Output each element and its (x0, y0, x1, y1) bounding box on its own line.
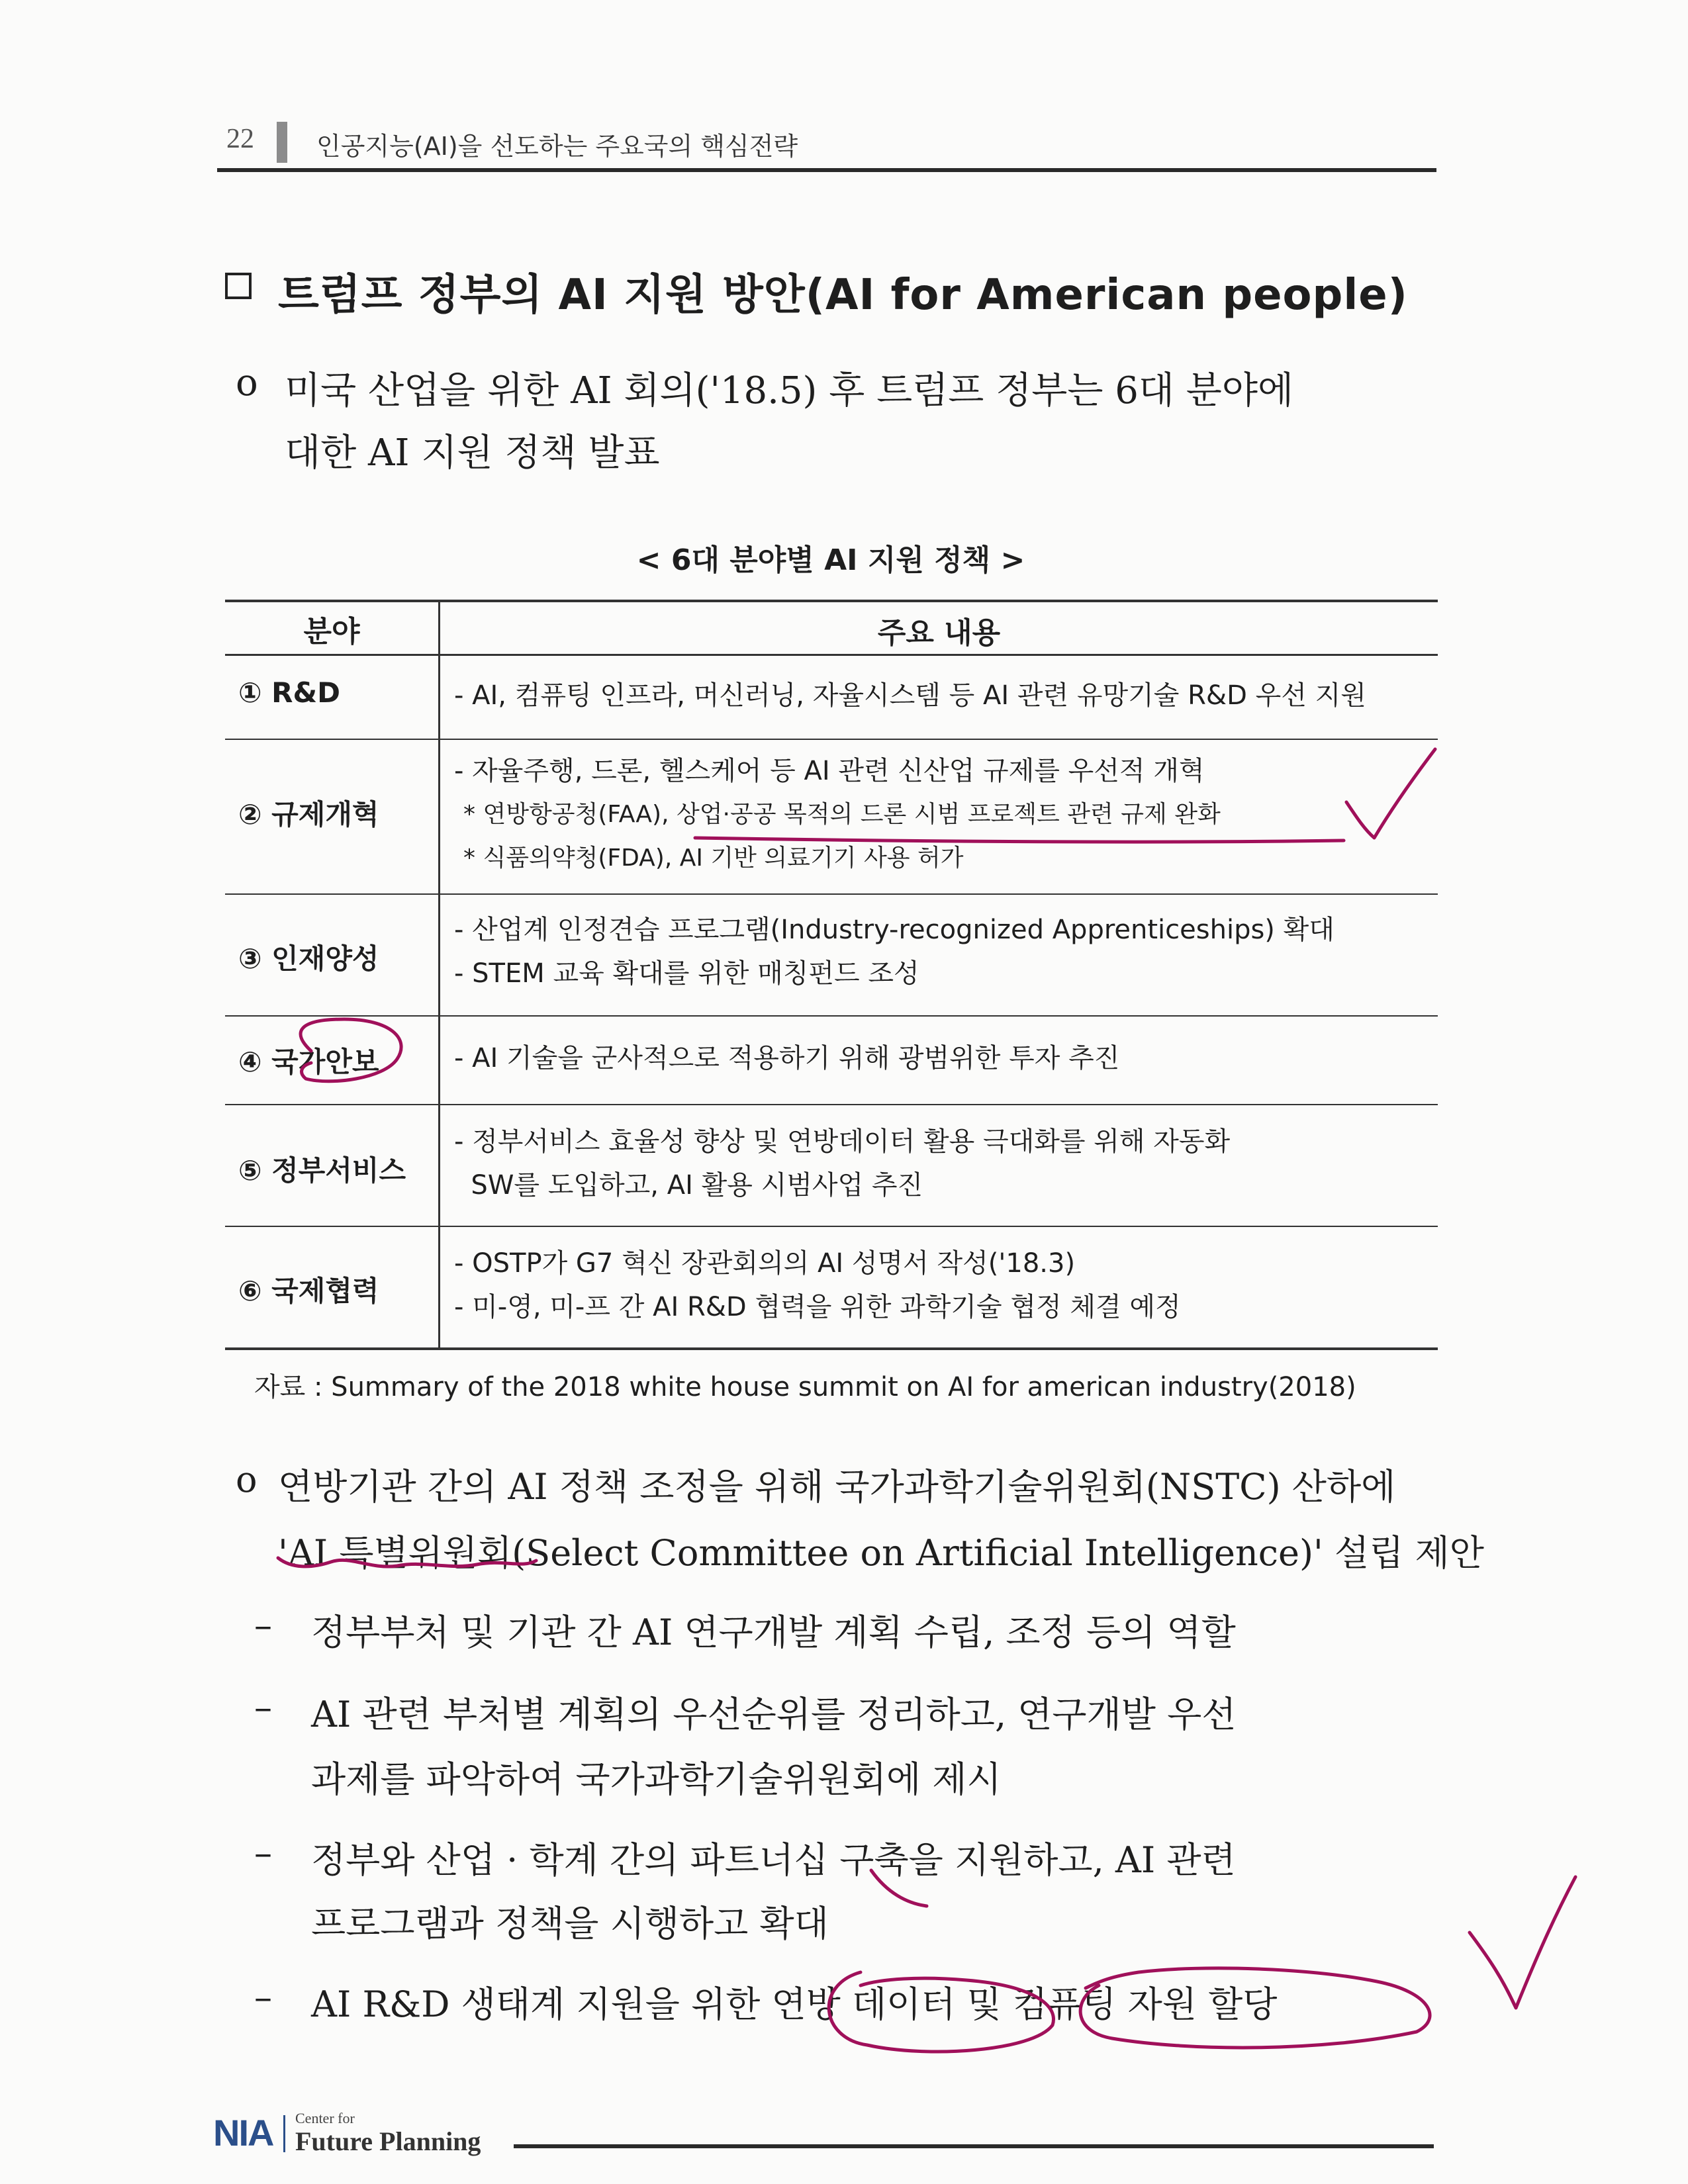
row-category: ⑥ 국제협력 (238, 1275, 379, 1307)
table-header-rule (225, 654, 1438, 656)
row-content (454, 1242, 1438, 1329)
header-bar (277, 122, 287, 163)
row-category: ⑤ 정부서비스 (238, 1154, 406, 1187)
page-number: 22 (226, 124, 254, 154)
dash-marker: – (254, 1832, 272, 1874)
row-category: ④ 국가안보 (238, 1046, 379, 1078)
nia-logo: NIA (213, 2112, 273, 2154)
content-line: - 정부서비스 효율성 향상 및 연방데이터 활용 극대화를 위해 자동화 (454, 1126, 1231, 1157)
content-note: * 식품의약청(FDA), AI 기반 의료기기 사용 허가 (463, 844, 964, 872)
checkbox-square-icon (225, 273, 252, 299)
row-content (454, 908, 1438, 995)
row-content (454, 674, 1438, 717)
content-line: SW를 도입하고, AI 활용 시범사업 추진 (454, 1170, 923, 1201)
logo-center-text: Center for (295, 2110, 355, 2126)
proposal-line-1: 연방기관 간의 AI 정책 조정을 위해 국가과학기술위원회(NSTC) 산하에 (278, 1466, 1396, 1508)
table-top-rule (225, 600, 1438, 602)
dash-item-line: 정부부처 및 기관 간 AI 연구개발 계획 수립, 조정 등의 역할 (311, 1612, 1236, 1653)
row-divider (225, 1226, 1438, 1227)
dash-marker: – (254, 1976, 272, 2018)
dash-marker: – (254, 1604, 272, 1646)
dash-item-line: 프로그램과 정책을 시행하고 확대 (311, 1903, 829, 1944)
column-divider (438, 600, 440, 1350)
intro-bullet: o (236, 361, 258, 404)
table-bottom-rule (225, 1347, 1438, 1350)
row-content (454, 1120, 1438, 1207)
row-category: ① R&D (238, 676, 341, 709)
column-header-category: 분야 (303, 615, 360, 649)
dash-item-line: 과제를 파악하여 국가과학기술위원회에 제시 (311, 1758, 1002, 1800)
dash-item-line: 정부와 산업 · 학계 간의 파트너십 구축을 지원하고, AI 관련 (311, 1839, 1236, 1881)
logo-separator (283, 2115, 285, 2152)
proposal-bullet: o (236, 1459, 258, 1500)
content-line: - OSTP가 G7 혁신 장관회의의 AI 성명서 작성('18.3) (454, 1248, 1076, 1279)
footer-rule (514, 2144, 1434, 2148)
table-caption: < 6대 분야별 AI 지원 정책 > (636, 543, 1025, 577)
row-content (454, 1036, 1438, 1080)
column-header-content: 주요 내용 (877, 616, 1001, 650)
checkmark-icon (1470, 1877, 1575, 2008)
row-category: ③ 인재양성 (238, 942, 379, 975)
content-line: - STEM 교육 확대를 위한 매칭펀드 조성 (454, 958, 919, 989)
dash-marker: – (254, 1686, 272, 1728)
row-category: ② 규제개혁 (238, 798, 379, 831)
content-line: - 자율주행, 드론, 헬스케어 등 AI 관련 신산업 규제를 우선적 개혁 (454, 756, 1205, 786)
content-line: - AI 기술을 군사적으로 적용하기 위해 광범위한 투자 추진 (454, 1043, 1120, 1073)
logo-future-planning: Future Planning (295, 2126, 481, 2156)
content-line: - AI, 컴퓨팅 인프라, 머신러닝, 자율시스템 등 AI 관련 유망기술 R&D 우선 지원 (454, 680, 1366, 711)
content-note: * 연방항공청(FAA), 상업·공공 목적의 드론 시범 프로젝트 관련 규제 완화 (463, 801, 1221, 828)
row-content (454, 749, 1438, 880)
dash-item-line: AI R&D 생태계 지원을 위한 연방 데이터 및 컴퓨팅 자원 할당 (311, 1983, 1278, 2025)
intro-line-2: 대한 AI 지원 정책 발표 (285, 432, 660, 475)
proposal-line-2: 'AI 특별위원회(Select Committee on Artificial Intelligence)' 설립 제안 (278, 1532, 1484, 1574)
dash-item-line: AI 관련 부처별 계획의 우선순위를 정리하고, 연구개발 우선 (311, 1694, 1237, 1735)
row-divider (225, 1015, 1438, 1017)
table-source: 자료 : Summary of the 2018 white house summit on AI for american industry(2018) (254, 1372, 1356, 1402)
section-title: 트럼프 정부의 AI 지원 방안(AI for American people) (278, 271, 1408, 320)
row-divider (225, 893, 1438, 895)
intro-line-1: 미국 산업을 위한 AI 회의('18.5) 후 트럼프 정부는 6대 분야에 (285, 369, 1294, 412)
content-line: - 미-영, 미-프 간 AI R&D 협력을 위한 과학기술 협정 체결 예정 (454, 1292, 1181, 1322)
running-title: 인공지능(AI)을 선도하는 주요국의 핵심전략 (316, 132, 798, 161)
row-divider (225, 739, 1438, 740)
row-divider (225, 1104, 1438, 1105)
content-line: - 산업계 인정견습 프로그램(Industry-recognized Apprenticeships) 확대 (454, 915, 1335, 945)
header-rule (217, 168, 1436, 172)
